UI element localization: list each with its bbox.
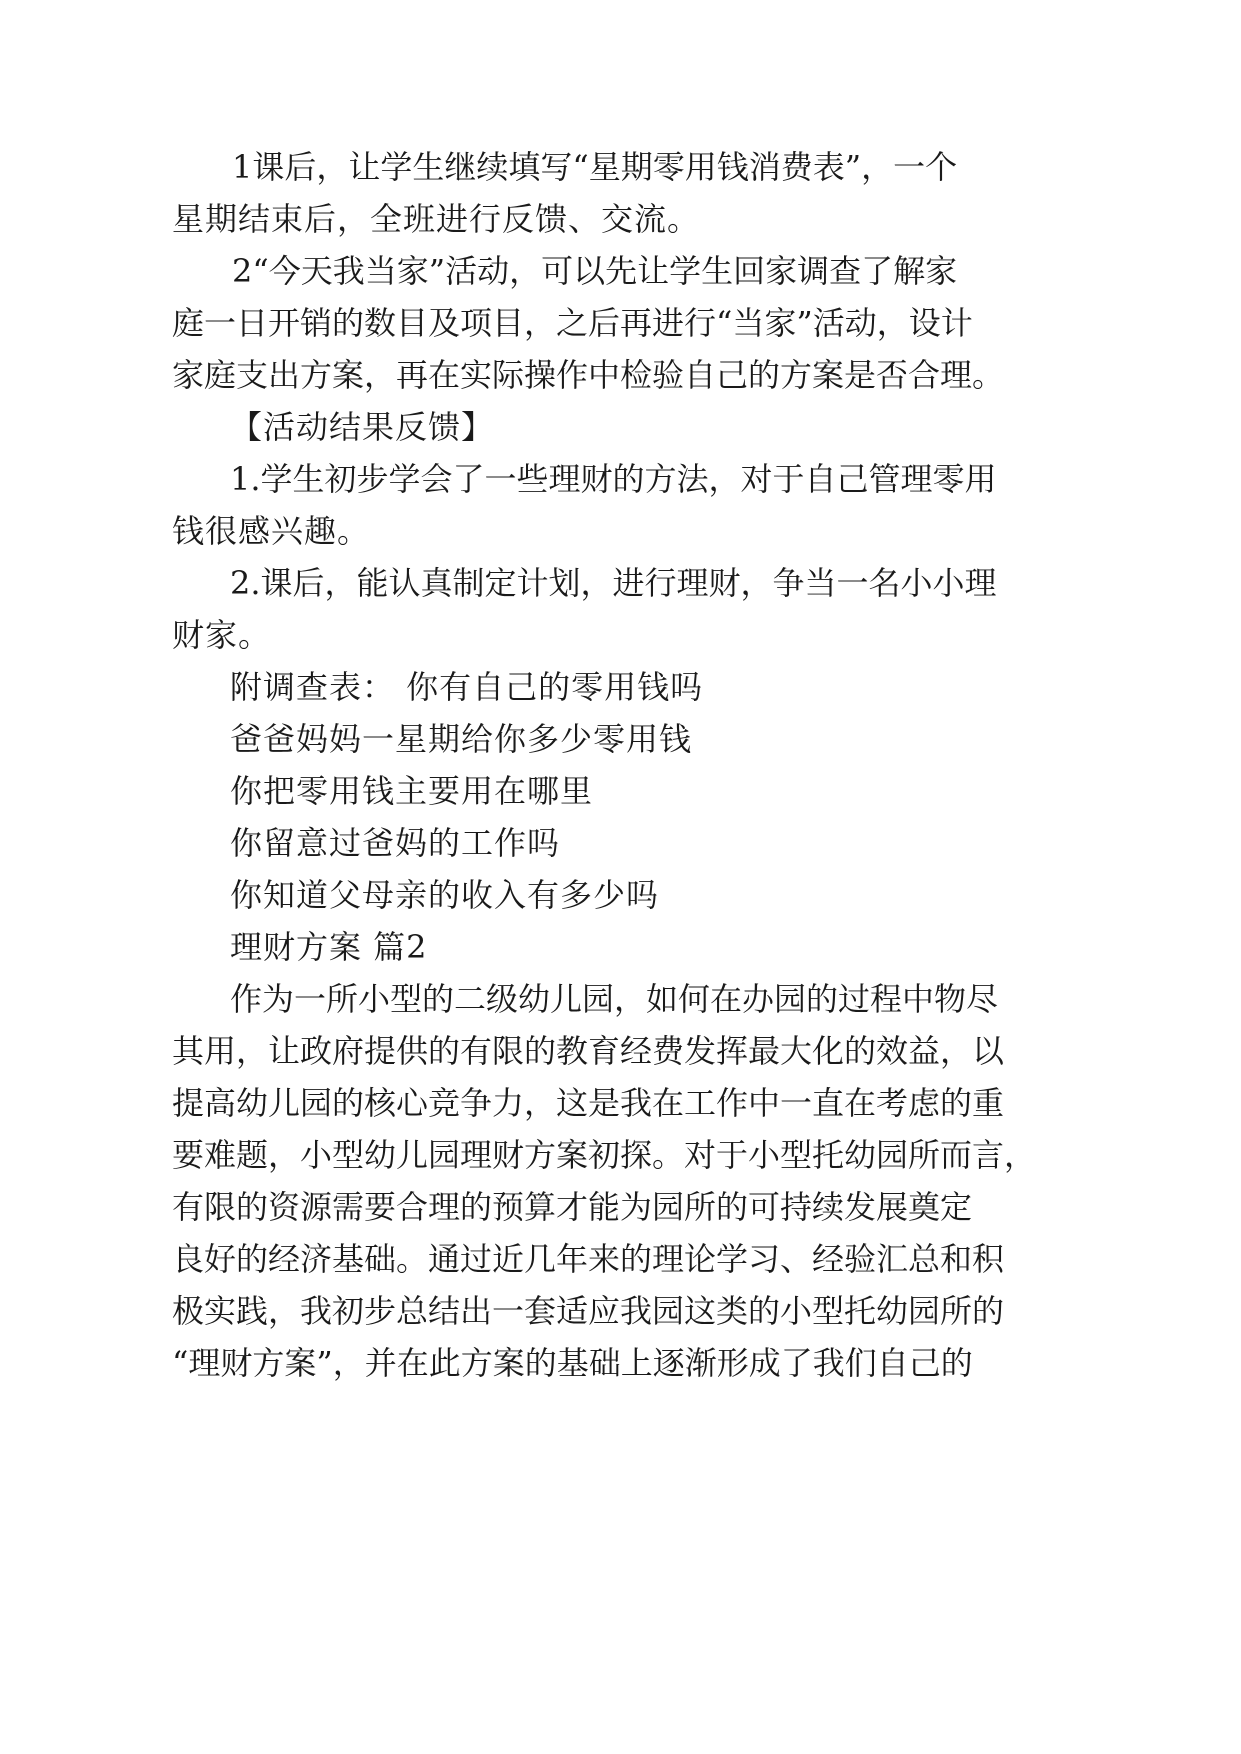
survey-question: 你知道父母亲的收入有多少吗 — [230, 876, 660, 914]
paragraph-line: “理财方案”，并在此方案的基础上逐渐形成了我们自己的 — [172, 1344, 973, 1382]
paragraph-line: 要难题，小型幼儿园理财方案初探。对于小型托幼园所而言， — [172, 1136, 1037, 1174]
section-heading: 理财方案 篇2 — [230, 928, 428, 966]
paragraph-line: 1.学生初步学会了一些理财的方法，对于自己管理零用 — [230, 460, 997, 498]
paragraph-line: 有限的资源需要合理的预算才能为园所的可持续发展奠定 — [172, 1188, 973, 1226]
paragraph-line: 良好的经济基础。通过近几年来的理论学习、经验汇总和积 — [172, 1240, 1005, 1278]
paragraph-line: 2.课后，能认真制定计划，进行理财，争当一名小小理 — [230, 564, 997, 602]
survey-question: 你留意过爸妈的工作吗 — [230, 824, 561, 862]
paragraph-line: 极实践，我初步总结出一套适应我园这类的小型托幼园所的 — [172, 1292, 1005, 1330]
paragraph-line: 1课后，让学生继续填写“星期零用钱消费表”，一个 — [232, 148, 958, 186]
paragraph-line: 家庭支出方案，再在实际操作中检验自己的方案是否合理。 — [172, 356, 1005, 394]
paragraph-line: 提高幼儿园的核心竞争力，这是我在工作中一直在考虑的重 — [172, 1084, 1005, 1122]
paragraph-line: 星期结束后，全班进行反馈、交流。 — [172, 200, 701, 238]
survey-title: 附调查表： 你有自己的零用钱吗 — [230, 668, 704, 706]
paragraph-line: 作为一所小型的二级幼儿园，如何在办园的过程中物尽 — [230, 980, 999, 1018]
survey-question: 爸爸妈妈一星期给你多少零用钱 — [230, 720, 693, 758]
section-heading: 【活动结果反馈】 — [230, 408, 495, 446]
paragraph-line: 2“今天我当家”活动，可以先让学生回家调查了解家 — [232, 252, 958, 290]
paragraph-line: 钱很感兴趣。 — [172, 512, 371, 550]
paragraph-line: 其用，让政府提供的有限的教育经费发挥最大化的效益，以 — [172, 1032, 1005, 1070]
paragraph-line: 庭一日开销的数目及项目，之后再进行“当家”活动，设计 — [172, 304, 973, 342]
survey-question: 你把零用钱主要用在哪里 — [230, 772, 594, 810]
paragraph-line: 财家。 — [172, 616, 272, 654]
